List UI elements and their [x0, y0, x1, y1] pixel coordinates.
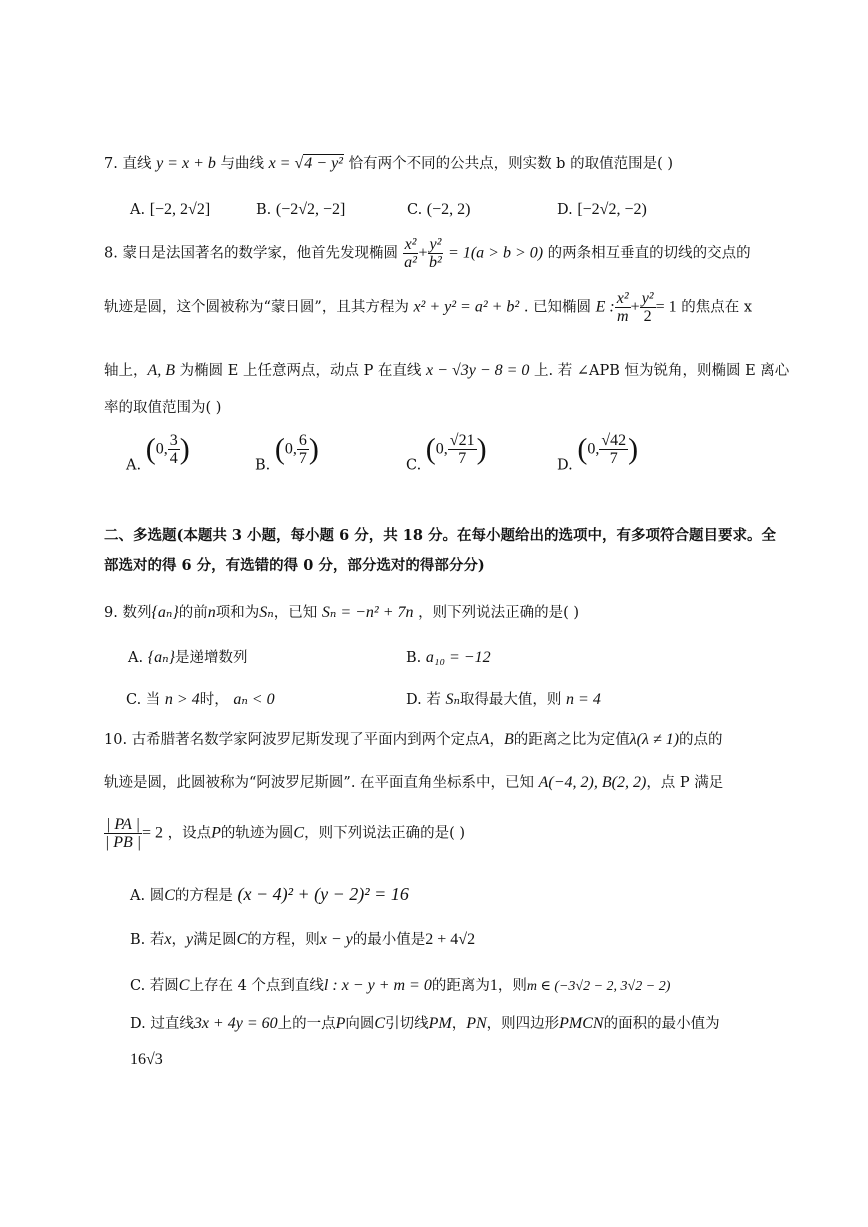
denominator: | PB |	[104, 834, 142, 851]
option-text: 向圆	[345, 1016, 375, 1032]
option-label: B.	[406, 650, 422, 666]
q10-points: A(−4, 2), B(2, 2)	[538, 774, 647, 791]
q10-option-d-answer	[130, 1050, 163, 1070]
q10-text: 轨迹是圆，此圆被称为“阿波罗尼斯圆”. 在平面直角坐标系中，已知	[104, 775, 535, 791]
option-label: D.	[557, 457, 573, 474]
q10-lambda: λ(λ ≠ 1)	[629, 731, 680, 748]
option-label: C.	[406, 457, 422, 474]
q10-text: 10. 古希腊著名数学家阿波罗尼斯发现了平面内到两个定点	[104, 732, 480, 748]
option-label: C.	[407, 202, 423, 218]
option-point: P	[335, 1015, 346, 1032]
q8-text: . 已知椭圆	[523, 299, 592, 316]
q7-stem: 7. 直线 y = x + b 与曲线 x = √4 − y² 恰有两个不同的公共点，则实数 b 的取值范围是( )	[104, 155, 673, 172]
q9-text: ，已知	[273, 605, 318, 621]
q10-ratio-fraction	[104, 816, 142, 851]
option-text: 的最小值是	[352, 932, 426, 948]
q7-eq2: x =	[268, 155, 295, 172]
option-label: D.	[557, 202, 573, 218]
numerator: √21	[449, 432, 475, 449]
numerator: √42	[601, 432, 627, 449]
numerator: 3	[169, 432, 178, 449]
q10-text: 的轨迹为圆	[220, 825, 294, 842]
option-expr: x − y	[319, 931, 353, 948]
frac-y2-b2	[428, 236, 444, 271]
q8-line3	[104, 361, 789, 381]
denominator: a²	[404, 254, 417, 271]
option-text: 是递增数列	[174, 650, 248, 666]
option-text: A. 圆	[130, 888, 165, 904]
option-text: 上存在 4 个点到直线	[189, 978, 324, 994]
q8-option-a: A. (0, $\frac{3}{4}$ )	[126, 432, 190, 474]
q7-text: 恰有两个不同的公共点，则实数 b 的取值范围是( )	[348, 156, 673, 172]
frac-y2-2	[640, 290, 656, 325]
option-circle: C	[374, 1015, 386, 1032]
q8-option-b: B. (0, $\frac{6}{7}$ )	[255, 432, 319, 474]
denominator: 2	[643, 308, 652, 325]
q8-text: 轴上，	[104, 363, 148, 379]
denominator: b²	[429, 254, 442, 271]
q10-text: 的点的	[679, 732, 723, 748]
numerator: x²	[616, 290, 629, 307]
q9-option-b	[406, 648, 491, 668]
q7-option-a	[130, 200, 210, 220]
denominator: m	[616, 308, 629, 325]
option-circle: C	[178, 977, 190, 994]
numerator: x²	[404, 236, 417, 253]
q7-text: 7. 直线	[104, 156, 152, 172]
numerator: | PA |	[106, 816, 140, 833]
option-line-eq: l : x − y + m = 0	[323, 977, 432, 994]
option-text: ，	[451, 1016, 467, 1032]
q9-sn: Sₙ	[259, 604, 274, 621]
option-text: 的方程是	[174, 888, 233, 904]
q8-option-c: C. (0, $\frac{√21}{7}$ )	[406, 432, 487, 474]
option-fraction	[599, 432, 628, 467]
option-eq: n > 4	[164, 691, 200, 708]
q10-option-c	[130, 976, 670, 997]
section2-heading-line2: 部选对的得 6 分，有选错的得 0 分，部分选对的得部分分)	[104, 557, 485, 574]
q7-option-c	[407, 200, 470, 220]
q10-point: B	[503, 731, 514, 748]
q9-n: n	[207, 604, 216, 621]
option-circle: C	[236, 931, 248, 948]
option-text: 上的一点	[277, 1016, 336, 1032]
q8-line4	[104, 398, 221, 418]
denominator: 4	[169, 450, 178, 467]
numerator: 6	[298, 432, 307, 449]
option-tangent: PN	[466, 1015, 487, 1032]
q10-text: ，点 P 满足	[646, 775, 724, 791]
option-eq: n = 4	[566, 691, 601, 708]
option-seq: {aₙ}	[147, 649, 175, 666]
option-eq: a₁₀ = −12	[425, 649, 491, 666]
denominator: 7	[298, 450, 307, 467]
q8-line2: 轨迹是圆，这个圆被称为“蒙日圆”，且其方程为 x² + y² = a² + b² . 已知椭圆 E : $\frac{\text{x²}}{m}$ + $\frac{\text{y²}}{2}$ = 1 的焦点在 x	[104, 290, 753, 325]
q10-option-d	[130, 1014, 720, 1034]
option-text: 时，	[199, 692, 229, 708]
option-value: 2 + 4√2	[425, 931, 476, 948]
q8-option-d: D. (0, $\frac{√42}{7}$ )	[557, 432, 639, 474]
option-label: B.	[256, 202, 272, 218]
q10-text: ，	[489, 732, 504, 748]
q9-option-c	[126, 690, 275, 710]
frac-x2-a2	[403, 236, 419, 271]
q10-text: ，设点	[167, 825, 212, 842]
option-sn: Sₙ	[445, 691, 460, 708]
option-text: D. 过直线	[130, 1016, 194, 1032]
q7-option-b	[256, 200, 345, 220]
denominator: 7	[458, 450, 467, 467]
option-text: 引切线	[385, 1016, 429, 1032]
q8-text: 的两条相互垂直的切线的交点的	[547, 245, 751, 262]
option-fraction	[168, 432, 180, 467]
q10-text: ，则下列说法正确的是( )	[304, 825, 466, 842]
option-quad: PMCN	[559, 1015, 604, 1032]
q10-circle: C	[293, 824, 305, 842]
q10-text: 的距离之比为定值	[513, 732, 630, 748]
q8-text: 轨迹是圆，这个圆被称为“蒙日圆”，且其方程为	[104, 299, 409, 316]
option-value: [−2, 2√2]	[149, 201, 211, 218]
option-label: A.	[128, 650, 144, 666]
option-text: ，则四边形	[486, 1016, 560, 1032]
option-value: [−2√2, −2)	[577, 201, 647, 218]
q8-text: 率的取值范围为( )	[104, 400, 222, 416]
q8-eq: = 1	[655, 298, 677, 316]
q9-eq: Sₙ = −n² + 7n	[321, 604, 414, 621]
q9-seq: {aₙ}	[151, 604, 179, 621]
option-var: y	[185, 931, 194, 948]
option-text: 取得最大值，则	[459, 692, 562, 708]
q10-line1	[104, 730, 723, 750]
section2-heading-line1: 二、多选题(本题共 3 小题，每小题 6 分，共 18 分。在每小题给出的选项中，有多项符合题目要求。全	[104, 527, 777, 544]
option-line-eq: 3x + 4y = 60	[193, 1015, 278, 1032]
q8-ellipse-label: E :	[595, 298, 615, 316]
q10-eq: = 2	[142, 824, 164, 842]
q9-option-a	[128, 648, 247, 668]
q9-option-d	[406, 690, 601, 710]
option-value: 16√3	[130, 1051, 163, 1068]
q8-line1: 8. 蒙日是法国著名的数学家，他首先发现椭圆 $\frac{\text{x²}}{\text{a²}}$ + $\frac{\text{y²}}{\text{b²}}$ = 1(a > b > 0) 的两条相互垂直的切线的交点的	[104, 236, 751, 271]
option-text: 满足圆	[193, 932, 237, 948]
q10-option-b	[130, 930, 475, 950]
option-fraction	[297, 432, 309, 467]
option-circle: C	[164, 887, 175, 904]
option-text: ，则	[497, 978, 527, 994]
option-tangent: PM	[428, 1015, 452, 1032]
q8-monge-eq: x² + y² = a² + b²	[413, 298, 520, 316]
q9-text: ，则下列说法正确的是( )	[418, 605, 580, 621]
option-text: C. 若圆	[130, 978, 179, 994]
q9-text: 的前	[178, 605, 208, 621]
q8-points: A, B	[147, 362, 176, 379]
q8-line-eq: x − √3y − 8 = 0	[426, 362, 530, 379]
q8-text: 为椭圆 E 上任意两点，动点 P 在直线	[179, 363, 422, 379]
q9-stem	[104, 603, 579, 623]
option-label: D. 若	[406, 692, 441, 708]
option-fraction	[448, 432, 477, 467]
q7-eq2-radicand: 4 − y²	[304, 155, 343, 172]
q10-option-a	[130, 884, 409, 906]
option-range: m ∈ (−3√2 − 2, 3√2 − 2)	[526, 979, 671, 994]
q9-text: 9. 数列	[104, 605, 152, 621]
q8-eq: = 1(a > b > 0)	[448, 244, 544, 262]
option-label: A.	[126, 457, 142, 474]
q7-text: 与曲线	[220, 156, 264, 172]
option-label: B.	[255, 457, 271, 474]
q7-option-d	[557, 200, 647, 220]
option-value: (−2√2, −2]	[275, 201, 346, 218]
option-value: 1	[489, 977, 498, 994]
frac-x2-m	[615, 290, 631, 325]
q7-eq1: y = x + b	[156, 155, 216, 172]
numerator: y²	[641, 290, 654, 307]
q10-point: A	[479, 731, 490, 748]
denominator: 7	[609, 450, 618, 467]
option-var: x	[164, 931, 172, 948]
q8-text: 8. 蒙日是法国著名的数学家，他首先发现椭圆	[104, 245, 398, 262]
numerator: y²	[429, 236, 442, 253]
q10-point: P	[211, 824, 221, 842]
option-text: 的方程，则	[247, 932, 320, 948]
option-eq: (x − 4)² + (y − 2)² = 16	[237, 884, 409, 904]
q9-text: 项和为	[215, 605, 260, 621]
option-text: B. 若	[130, 932, 165, 948]
q8-text: 的焦点在 x	[681, 299, 753, 316]
option-label: A.	[130, 202, 146, 218]
option-text: ，	[171, 932, 186, 948]
q10-line2	[104, 773, 723, 793]
option-text: 的面积的最小值为	[603, 1016, 720, 1032]
option-text: 的距离为	[431, 978, 490, 994]
q10-line3	[104, 816, 465, 860]
option-value: (−2, 2)	[426, 201, 471, 218]
option-label: C. 当	[126, 692, 161, 708]
option-eq: aₙ < 0	[233, 691, 275, 708]
q8-text: 上. 若 ∠APB 恒为锐角，则椭圆 E 离心	[534, 363, 790, 379]
